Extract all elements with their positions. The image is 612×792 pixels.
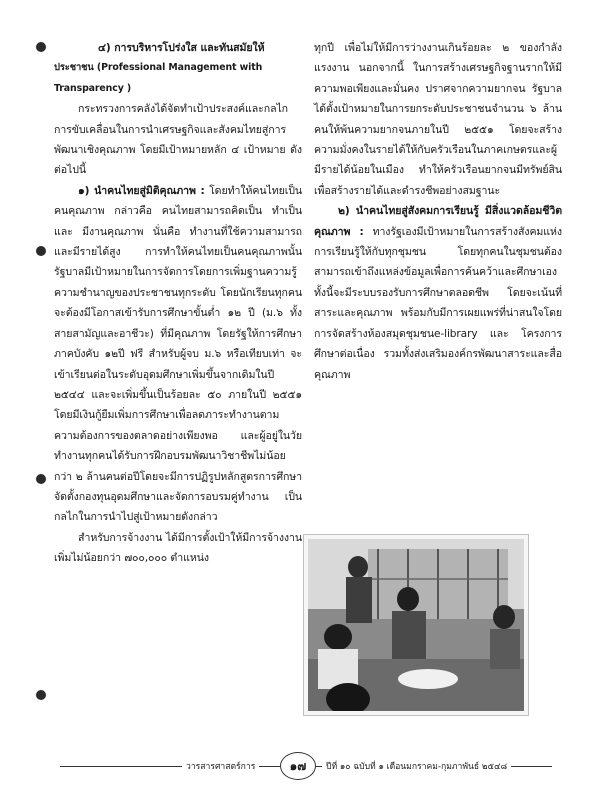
employment-paragraph: สำหรับการจ้างงาน ได้มีการตั้งเป้าให้มีการจ้างงานเพิ่มไม่น้อยกว่า ๗๐๐,๐๐๐ ตำแหน่ง [54, 531, 302, 565]
item2-body: ทางรัฐเองมีเป้าหมายในการสร้างสังคมแห่งการเรียนรู้ให้กับทุกชุมชน โดยทุกคนในชุมชนต้อง สามารถเข้าถึงแหล่งข้อมูลเพื่อการค้นคว้าและศึกษาเอง ทั้งนี้จะมีระบบรองรับการศึกษาตลอดชีพ โดยจะเน้นที่สาระและคุณภาพ พร้อมกับมีการเผยแพร่ที่น่าสนใจโดยการจัดสร้างห้องสมุดชุมชนe-library และ โครงการศึกษาต่อเนื่อง รวมทั้งส่งเสริมองค์กรพัฒนาสาระและสื่อคุณภาพ [314, 225, 562, 381]
continuation-paragraph: ทุกปี เพื่อไม่ให้มีการว่างงานเกินร้อยละ ๒ ของกำลังแรงงาน นอกจากนี้ ในการสร้างเศรษฐกิจฐานรากให้มีความพอเพียงและมั่นคง ปราศจากความยากจน รัฐบาลได้ตั้งเป้าหมายในการยกระดับประชาชนจำนวน ๖ ล้านคนให้พ้นความยากจนภายในปี ๒๕๕๑ โดยจะสร้างความมั่งคงในรายได้ให้กับครัวเรือนในภาคเกษตรและผู้มีรายได้น้อยในเมือง ทำให้ครัวเรือนยากจนมีทรัพย์สินเพื่อสร้างรายได้และดำรงชีพอย่างสมฐานะ [314, 42, 562, 197]
item1-paragraph [54, 181, 302, 528]
margin-bullet-1 [36, 42, 46, 52]
page-number: ๑๗ [280, 752, 316, 780]
photo-illustration [308, 539, 524, 711]
footer-issue: ปีที่ ๑๐ ฉบับที่ ๑ เดือนมกราคม-กุมภาพันธ์ ๒๕๔๘ [322, 759, 511, 773]
item1-title: ๑) นำคนไทยสู่มิติคุณภาพ : [78, 184, 205, 197]
section-heading-line1: ๔) การบริหารโปร่งใส และทันสมัยให้ [98, 42, 265, 54]
left-column [54, 38, 302, 569]
margin-bullet-2 [36, 246, 46, 256]
community-learning-photo [303, 534, 529, 716]
page-footer [60, 754, 552, 776]
section-heading-line2: ประชาชน (Professional Management with [54, 62, 263, 74]
footer-publication: วารสารศาสตร์การ [182, 759, 259, 773]
right-column [314, 38, 562, 385]
item2-paragraph [314, 201, 562, 385]
section-heading-line3: Transparency ) [54, 82, 132, 94]
margin-bullet-4 [36, 690, 46, 700]
margin-bullet-3 [36, 474, 46, 484]
item2-title: ๒) นำคนไทยสู่สังคมการเรียนรู้ มีสิ่งแวดล้อมชีวิตคุณภาพ : [314, 205, 562, 238]
item1-body: โดยทำให้คนไทยเป็น คนคุณภาพ กล่าวคือ คนไทยสามารถคิดเป็น ทำเป็น และ มีงานคุณภาพ นั่นคือ ทำงานที่ใช้ความสามารถและมีรายได้สูง การทำให้คนไทยเป็นคนคุณภาพนั้น รัฐบาลมีเป้าหมายในการจัดการโดยการเพิ่มฐานความรู้ความชำนาญของประชาชนทุกระดับ โดยนักเรียนทุกคนจะต้องมีโอกาสเข้ารับการศึกษาขั้นต่ำ ๑๒ ปี (ม.๖ ทั้งสายสามัญและอาชีวะ) ที่มีคุณภาพ โดยรัฐให้การศึกษาภาคบังคับ ๑๒ปี ฟรี สำหรับผู้จบ ม.๖ หรือเทียบเท่า จะเข้าเรียนต่อในระดับอุดมศึกษาเพิ่มขึ้นจากเดิมในปี ๒๕๔๔ และจะเพิ่มขึ้นเป็นร้อยละ ๕๐ ภายในปี ๒๕๕๑ โดยมีเงินกู้ยืมเพิ่มการศึกษาเพื่อลดภาระทำงานตามความต้องการของตลาดอย่างเพียงพอ และผู้อยู่ในวัยทำงานทุกคนได้รับการฝึกอบรมพัฒนาวิชาชีพไม่น้อยกว่า ๒ ล้านคนต่อปีโดยจะมีการปฏิรูปหลักสูตรการศึกษาจัดตั้งกองทุนอุดมศึกษาและจัดการอบรมคู่ทำงาน เป็นกลไกในการนำไปสู่เป้าหมายดังกล่าว [54, 184, 302, 524]
intro-paragraph: กระทรวงการคลังได้จัดทำเป้าประสงค์และกลไกการขับเคลื่อนในการนำเศรษฐกิจและสังคมไทยสู่การพัฒนาเชิงคุณภาพ โดยมีเป้าหมายหลัก ๔ เป้าหมาย ดังต่อไปนี้ [54, 103, 302, 177]
